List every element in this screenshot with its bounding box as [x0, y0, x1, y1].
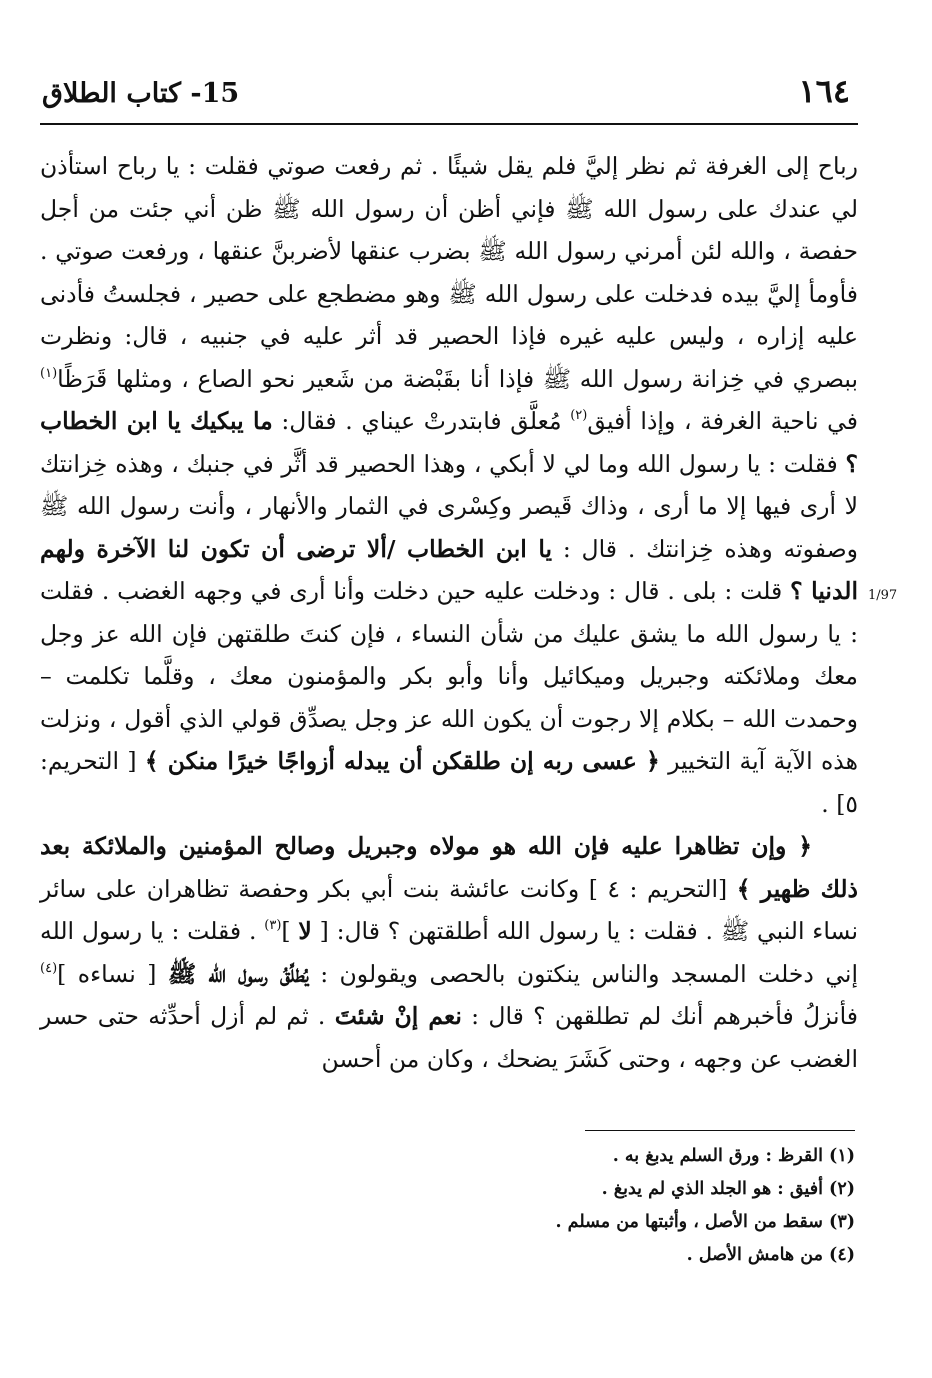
margin-reference: 1/97: [868, 588, 898, 603]
footnote-divider: [585, 1130, 855, 1131]
footnote-ref-2: (٢): [570, 408, 588, 423]
bold-quote: ما يبكيك يا ابن الخطاب ؟: [40, 407, 858, 478]
paragraph-2: [40, 825, 858, 1080]
text-run: في ناحية الغرفة ، وإذا أفيق: [587, 407, 858, 435]
text-run: فقلت : يا رسول الله وما لي لا أبكي ، وهذا الحصير قد أثَّر في جنبك ، وهذه خِزانتك لا أرى فيها إلا ما أرى ، وذاك قَيصر وكِسْرى في الثمار والأنهار ، وأنت رسول الله ﷺ وصفوته وهذه خِزانتك . قال :: [40, 449, 858, 563]
text-run: . فقلت : يا رسول الله إني دخلت المسجد والناس ينكتون بالحصى ويقولون :: [40, 917, 858, 988]
bold-quote: يا ابن الخطاب /ألا ترضى أن تكون لنا الآخرة ولهم الدنيا ؟: [40, 534, 858, 605]
paragraph-1: [40, 145, 858, 825]
text-run: . ثم لم أزل أحدِّثه حتى حسر الغضب عن وجهه ، وحتى كَشَرَ يضحك ، وكان من أحسن: [40, 1002, 858, 1073]
footnote-ref-4: (٤): [40, 960, 58, 976]
bold-quote: يُطلِّقُ رسول الله ﷺ: [167, 959, 309, 988]
footnote-1: (١) القرظ : ورق السلم يدبغ به .: [612, 1146, 855, 1166]
text-run: [ نساءه ]: [57, 959, 168, 988]
footnote-2: (٢) أفيق : هو الجلد الذي لم يدبغ .: [601, 1179, 855, 1199]
footnote-ref-3: (٣): [264, 918, 282, 933]
footnote-3: (٣) سقط من الأصل ، وأثبتها من مسلم .: [555, 1212, 855, 1232]
page-number: ١٦٤: [798, 72, 850, 110]
text-run: ]: [281, 917, 299, 945]
text-run: [التحريم : ٤ ] وكانت عائشة بنت أبي بكر وحفصة تظاهران على سائر نساء النبي ﷺ . فقلت : يا رسول الله أطلقتهن ؟ قال: [: [40, 874, 858, 945]
main-text: [40, 145, 858, 1080]
page-header: [40, 70, 858, 118]
quran-verse: ﴿ عسى ربه إن طلقكن أن يبدله أزواجًا خيرًا منكن ﴾: [144, 747, 660, 775]
text-run: رباح إلى الغرفة ثم نظر إليَّ فلم يقل شيئًا . ثم رفعت صوتي فقلت : يا رباح استأذن لي عندك على رسول الله ﷺ فإني أظن أن رسول الله ﷺ ظن أني جئت من أجل حفصة ، والله لئن أمرني رسول الله ﷺ بضرب عنقها لأضربنَّ عنقها ، ورفعت صوتي . فأومأ إليَّ بيده فدخلت على رسول الله ﷺ وهو مضطجع على حصير ، فجلستُ فأدنى عليه إزاره ، وليس عليه غيره فإذا الحصير قد أثر عليه في جنبيه ، قال: ونظرت ببصري في خِزانة رسول الله ﷺ فإذا أنا بقَبْضة من شَعير نحو الصاع ، ومثلها قَرَظًا: [40, 152, 858, 393]
text-run: [ التحريم: ٥] .: [40, 747, 858, 818]
footnote-ref-1: (١): [40, 365, 58, 381]
text-run: قلت : بلى . قال : ودخلت عليه حين دخلت وأنا أرى في وجهه الغضب . فقلت : يا رسول الله ما يشق عليك من شأن النساء ، فإن كنتَ طلقتهن فإن الله عز وجل معك وملائكته وجبريل وميكائيل وأنا وأبو بكر والمؤمنون معك ، وقلَّما تكلمت – وحمدت الله – بكلام إلا رجوت أن يكون الله عز وجل يصدِّق قولي الذي أقول ، ونزلت هذه الآية آية التخيير: [40, 577, 859, 775]
header-divider: [40, 123, 858, 125]
footnotes: [300, 1140, 855, 1272]
text-run: فأنزلُ فأخبرهم أنك لم تطلقهن ؟ قال :: [461, 1002, 858, 1030]
chapter-title: 15- كتاب الطلاق: [42, 78, 240, 109]
bold-quote: لا: [298, 917, 312, 945]
quran-verse: ﴿ وإن تظاهرا عليه فإن الله هو مولاه وجبريل وصالح المؤمنين والملائكة بعد ذلك ظهير ﴾: [40, 832, 858, 903]
bold-quote: نعم إنْ شئتَ: [334, 1002, 462, 1030]
text-run: مُعلَّق فابتدرتْ عيناي . فقال:: [272, 407, 571, 435]
footnote-4: (٤) من هامش الأصل .: [686, 1245, 855, 1265]
